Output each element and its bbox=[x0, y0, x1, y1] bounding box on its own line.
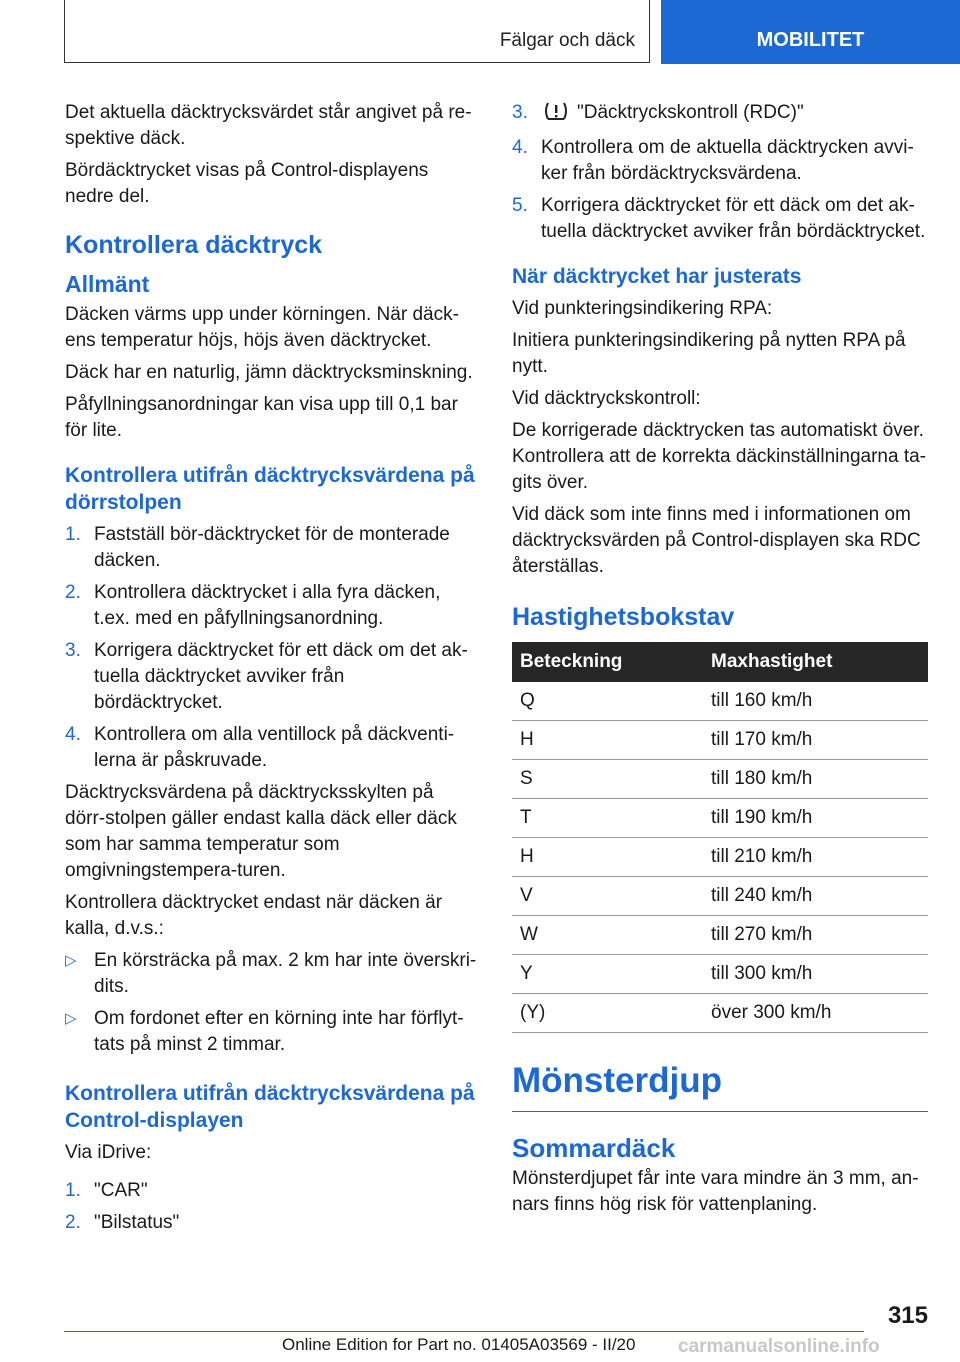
heading-general: Allmänt bbox=[65, 271, 150, 297]
list-item: ▷ Om fordonet efter en körning inte har förflyt-tats på minst 2 timmar. bbox=[65, 1008, 464, 1055]
summer-paragraph: Mönsterdjupet får inte vara mindre än 3 mm, an-nars finns hög risk för vattenplaning. bbox=[512, 1168, 919, 1215]
heading-tread-depth: Mönsterdjup bbox=[512, 1059, 928, 1112]
heading-door-pillar: Kontrollera utifrån däcktrycksvärdena på dörrstolpen bbox=[65, 464, 475, 514]
intro-paragraph-1: Det aktuella däcktrycksvärdet står angivet på re-spektive däck. bbox=[65, 102, 472, 149]
heading-summer-tires: Sommardäck bbox=[512, 1133, 676, 1163]
chapter-tab[interactable]: MOBILITET bbox=[661, 0, 960, 64]
column-header: Maxhastighet bbox=[703, 642, 928, 682]
column-header: Beteckning bbox=[512, 642, 703, 682]
list-item: 4. Kontrollera om alla ventillock på däckventi-lerna är påskruvade. bbox=[65, 724, 455, 771]
intro-paragraph-2: Bördäcktrycket visas på Control-displayens nedre del. bbox=[65, 160, 429, 207]
list-item: 1. "CAR" bbox=[65, 1180, 148, 1201]
list-item: 3. Korrigera däcktrycket för ett däck om det ak-tuella däcktrycket avviker från bördäcktrycket. bbox=[65, 640, 468, 713]
adjusted-paragraph-1: Vid punkteringsindikering RPA: bbox=[512, 298, 773, 319]
door-steps-list bbox=[65, 522, 477, 774]
section-title: Fälgar och däck bbox=[499, 30, 635, 51]
list-item: 4. Kontrollera om de aktuella däcktrycken avvi-ker från bördäcktrycksvärdena. bbox=[512, 137, 914, 184]
table-row: H till 210 km/h bbox=[512, 838, 928, 877]
left-column bbox=[65, 100, 477, 1242]
display-paragraph: Via iDrive: bbox=[65, 1142, 152, 1163]
speed-rating-table bbox=[512, 642, 928, 1033]
list-item: 3. "Däcktryckskontroll (RDC)" bbox=[512, 100, 928, 129]
list-item: 2. "Bilstatus" bbox=[65, 1212, 180, 1233]
heading-after-adjustment: När däcktrycket har justerats bbox=[512, 265, 802, 288]
adjusted-paragraph-2: Initiera punkteringsindikering på nytten RPA på nytt. bbox=[512, 330, 906, 377]
page-number: 315 bbox=[887, 1302, 928, 1329]
general-paragraph-2: Däck har en naturlig, jämn däcktrycksminskning. bbox=[65, 362, 473, 383]
table-row: Y till 300 km/h bbox=[512, 955, 928, 994]
table-row: (Y) över 300 km/h bbox=[512, 994, 928, 1033]
general-paragraph-3: Påfyllningsanordningar kan visa upp till 0,1 bar för lite. bbox=[65, 394, 458, 441]
footer-divider bbox=[64, 1331, 864, 1332]
door-paragraph-2: Kontrollera däcktrycket endast när däcken är kalla, d.v.s.: bbox=[65, 892, 443, 939]
heading-control-display: Kontrollera utifrån däcktrycksvärdena på Control-displayen bbox=[65, 1082, 475, 1132]
table-header-row bbox=[512, 642, 928, 682]
door-paragraph-1: Däcktrycksvärdena på däcktrycksskylten på dörr-stolpen gäller endast kalla däck eller däck som har samma temperatur som omgivningstempera-turen. bbox=[65, 782, 457, 881]
table-row: S till 180 km/h bbox=[512, 760, 928, 799]
triangle-bullet-icon: ▷ bbox=[65, 952, 77, 969]
general-paragraph-1: Däcken värms upp under körningen. När däck-ens temperatur höjs, höjs även däcktrycket. bbox=[65, 304, 459, 351]
cold-conditions-list bbox=[65, 948, 477, 1058]
heading-speed-rating: Hastighetsbokstav bbox=[512, 603, 735, 631]
list-item: 2. Kontrollera däcktrycket i alla fyra däcken, t.ex. med en påfyllningsanordning. bbox=[65, 582, 441, 629]
footer-edition: Online Edition for Part no. 01405A03569 - II/20 bbox=[282, 1335, 636, 1354]
table-row: T till 190 km/h bbox=[512, 799, 928, 838]
display-steps-continued bbox=[512, 100, 928, 245]
heading-check-tire-pressure: Kontrollera däcktryck bbox=[65, 231, 323, 259]
adjusted-paragraph-5: Vid däck som inte finns med i informationen om däcktrycksvärden på Control-displayen ska RDC återställas. bbox=[512, 504, 921, 577]
table-row: V till 240 km/h bbox=[512, 877, 928, 916]
display-steps-list bbox=[65, 1178, 477, 1236]
table-row: W till 270 km/h bbox=[512, 916, 928, 955]
tire-pressure-warning-icon bbox=[543, 101, 569, 129]
triangle-bullet-icon: ▷ bbox=[65, 1010, 77, 1027]
right-column bbox=[512, 100, 928, 1224]
watermark: carmanualsonline.info bbox=[678, 1336, 880, 1357]
list-item: 1. Fastställ bör-däcktrycket för de monterade däcken. bbox=[65, 524, 450, 571]
table-row: H till 170 km/h bbox=[512, 721, 928, 760]
table-row: Q till 160 km/h bbox=[512, 682, 928, 721]
list-item: ▷ En körsträcka på max. 2 km har inte överskri-dits. bbox=[65, 950, 477, 997]
adjusted-paragraph-4: De korrigerade däcktrycken tas automatiskt över. Kontrollera att de korrekta däckinställningarna ta-gits över. bbox=[512, 420, 927, 493]
list-item: 5. Korrigera däcktrycket för ett däck om det ak-tuella däcktrycket avviker från bördäcktrycket. bbox=[512, 195, 926, 242]
adjusted-paragraph-3: Vid däcktryckskontroll: bbox=[512, 388, 701, 409]
